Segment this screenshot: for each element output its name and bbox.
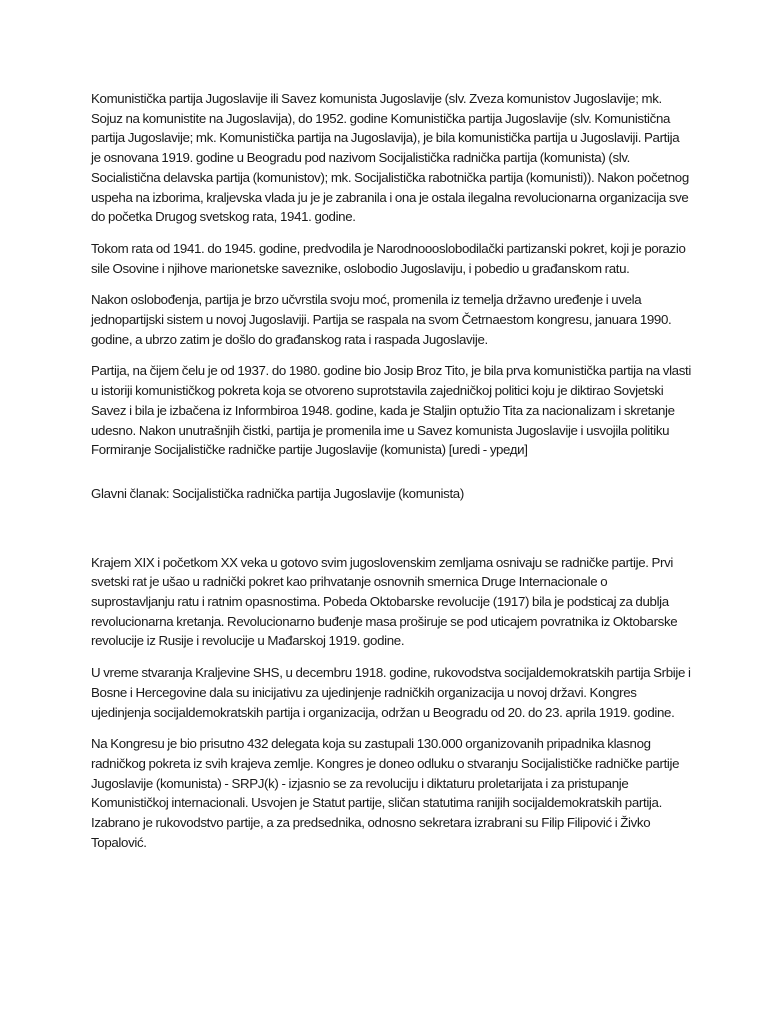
document-body [91, 89, 691, 865]
paragraph-war: Tokom rata od 1941. do 1945. godine, predvodila je Narodnoooslobodilački partizanski pokret, koji je porazio sile Osovine i njihove marionetske saveznike, oslobodio Jugoslaviju, i pobedio u građanskom ratu. [91, 240, 686, 276]
paragraph-kingdom: U vreme stvaranja Kraljevine SHS, u decembru 1918. godine, rukovodstva socijaldemokratskih partija Srbije i Bosne i Hercegovine dala su inicijativu za ujedinjenje radničkih organizacija u novoj državi. Kongres ujedinjenja socijaldemokratskih partija i organizacija, održan u Beogradu od 20. do 23. aprila 1919. godine. [91, 665, 691, 720]
paragraph-congress: Na Kongresu je bio prisutno 432 delegata koja su zastupali 130.000 organizovanih pripadnika klasnog radničkog pokreta iz svih krajeva zemlje. Kongres je doneo odluku o stvaranju Socijalističke radničke partije Jugoslavije (komunista) - SRPJ(k) - izjasnio se za revoluciju i diktaturu proletarijata i za pristupanje Komunističkoj internacionali. Usvojen je Statut partije, sličan statutima ranijih socijaldemokratskih partija. Izabrano je rukovodstvo partije, a za predsednika, odnosno sekretara izrabrani su Filip Filipović i Živko Topalović. [91, 736, 680, 850]
main-article-link: Glavni članak: Socijalistička radnička partija Jugoslavije (komunista) [91, 485, 464, 501]
paragraph-intro: Komunistička partija Jugoslavije ili Savez komunista Jugoslavije (slv. Zveza komunistov Jugoslavije; mk. Sojuz na komunistite na Jugoslavija), do 1952. godine Komunistička partija Jugoslavije (slv. Komunistična partija Jugoslavije; mk. Komunistička partija na Jugoslavija), je bila komunistička partija u Jugoslaviji. Partija je osnovana 1919. godine u Beogradu pod nazivom Socijalistička radnička partija (komunista) (slv. Socialistična delavska partija (komunistov); mk. Socijalistička rabotnička partija (komunisti)). Nakon početnog uspeha na izborima, kraljevska vlada ju je je zabranila i ona je ostala ilegalna revolucionarna organizacija sve do početka Drugog svetskog rata, 1941. godine. [91, 91, 689, 225]
paragraph-origins: Krajem XIX i početkom XX veka u gotovo svim jugoslovenskim zemljama osnivaju se radničke partije. Prvi svetski rat je ušao u radnički pokret kao prihvatanje osnovnih smernica Druge Internacionale o suprostavljanju ratu i ratnim opasnostima. Pobeda Oktobarske revolucije (1917) bila je podsticaj za dublja revolucionarna kretanja. Revolucionarno buđenje masa proširuje se pod uticajem povratnika iz Oktobarske revolucije iz Rusije i revolucije u Mađarskoj 1919. godine. [91, 554, 678, 649]
paragraph-liberation: Nakon oslobođenja, partija je brzo učvrstila svoju moć, promenila iz temelja državno uređenje i uvela jednopartijski sistem u novoj Jugoslaviji. Partija se raspala na svom Četrnaestom kongresu, januara 1990. godine, a ubrzo zatim je došlo do građanskog rata i raspada Jugoslavije. [91, 292, 672, 347]
paragraph-tito: Partija, na čijem čelu je od 1937. do 1980. godine bio Josip Broz Tito, je bila prva komunistička partija na vlasti u istoriji komunističkog pokreta koja se otvoreno suprotstavila zajedničkoj politici koju je diktirao Sovjetski Savez i bila je izbačena iz Informbiroa 1948. godine, kada je Staljin optužio Tita za nacionalizam i skretanje udesno. Nakon unutrašnjih čistki, partija je promenila ime u Savez komunista Jugoslavije i usvojila politiku Formiranje Socijalističke radničke partije Jugoslavije (komunista) [uredi - уреди] [91, 363, 691, 458]
